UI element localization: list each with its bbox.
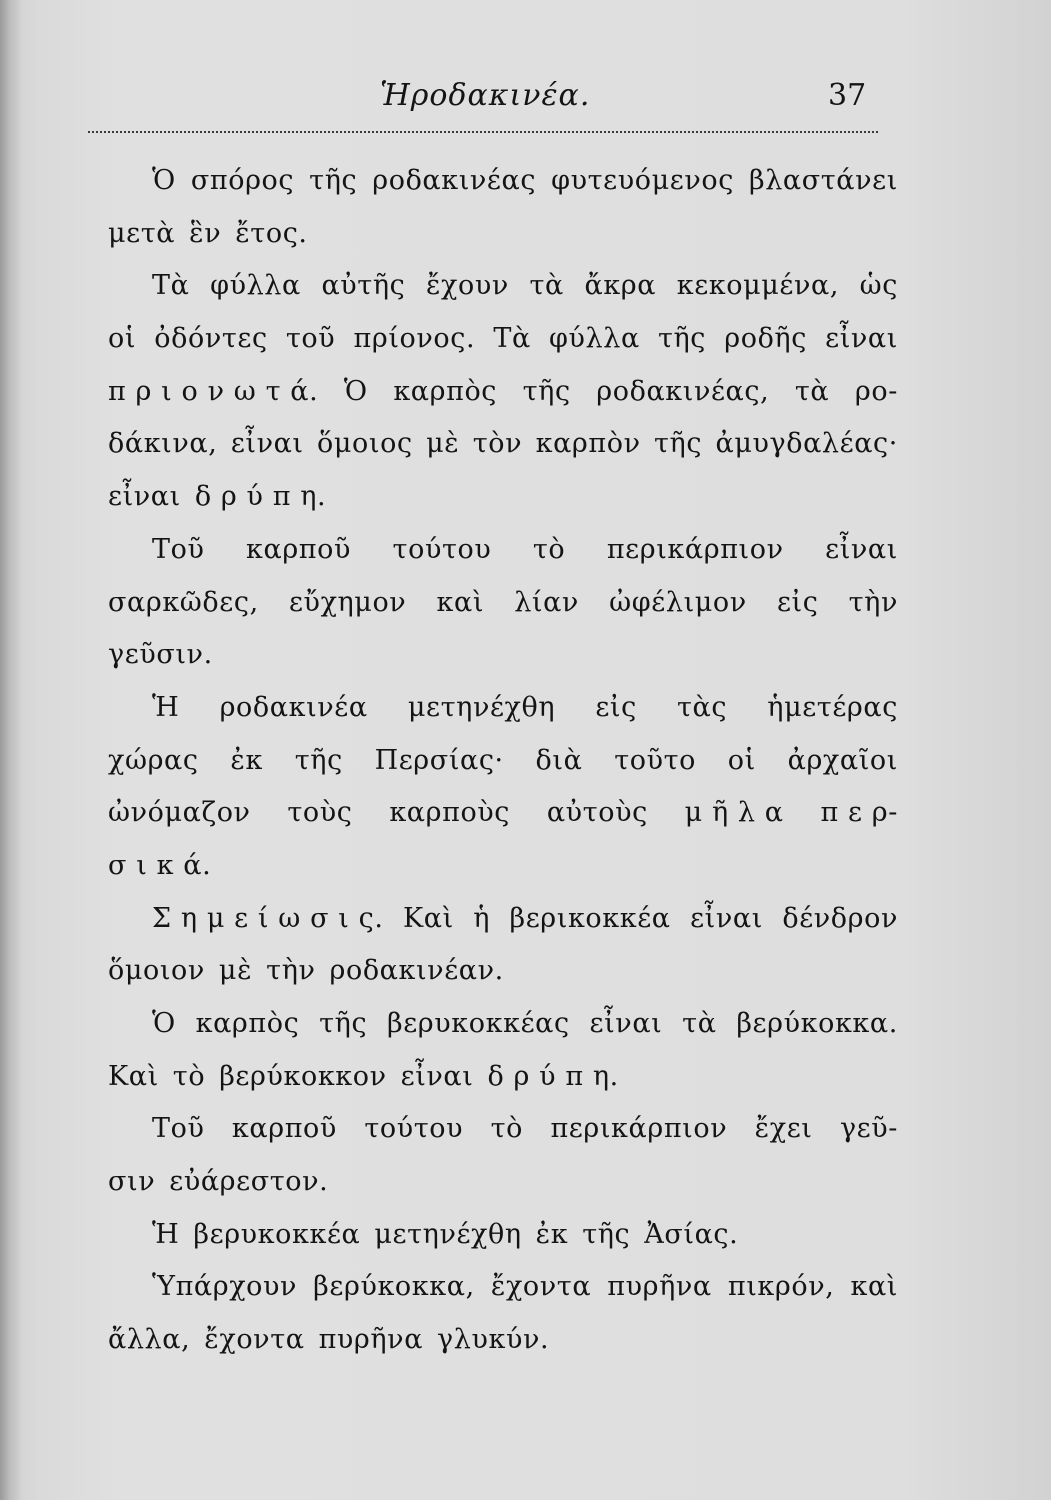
word: ἡ (473, 902, 491, 934)
word: ροδακινέας (372, 165, 537, 196)
word: Σ η μ ε ί ω σ ι ς. (152, 902, 384, 934)
word: Ὁ (343, 375, 368, 407)
word: ροδακινέας, (596, 375, 770, 407)
word: πυρῆνα (607, 1271, 712, 1303)
word: τοὺς (287, 797, 353, 829)
word: τὴν (848, 586, 898, 618)
text-line (108, 945, 898, 998)
word: ὅμοιος (317, 428, 413, 460)
word: εἶναι (690, 902, 763, 934)
word: μὲ (218, 955, 253, 987)
text-line (108, 682, 898, 735)
word: π ρ ι ο ν ω τ ά. (108, 375, 319, 407)
word: τὸ (490, 1113, 524, 1145)
word: τὰ (794, 375, 830, 407)
text-line (108, 1314, 898, 1367)
word: τῆς (657, 323, 707, 355)
word: Τοῦ (152, 1113, 205, 1145)
word: τὰ (682, 1008, 717, 1039)
word: πρίονος. (353, 323, 476, 355)
word: βλαστάνει (748, 165, 898, 196)
word: περικάρπιον (606, 533, 784, 565)
text-line (108, 155, 898, 208)
word: εἶναι (230, 428, 304, 460)
word: μετηνέχθη (374, 1218, 522, 1250)
word: καρπὸς (393, 375, 498, 407)
word: εἶναι (589, 1008, 663, 1039)
word: Τοῦ (152, 533, 205, 565)
word: τούτου (392, 533, 492, 565)
word: κεκομμένα, (676, 270, 840, 302)
word: γεῦ- (839, 1113, 898, 1145)
word: τοῦ (285, 323, 336, 355)
word: ὅμοιον (108, 955, 205, 987)
text-line (108, 840, 898, 893)
word: ἀρχαῖοι (787, 744, 898, 776)
word: σιν (108, 1166, 156, 1198)
word: δ ρ ύ π η. (194, 481, 327, 513)
word: καρπὸς (195, 1008, 300, 1039)
word: βερυκοκκέας (387, 1008, 570, 1039)
word: φύλλα (549, 323, 640, 355)
word: σαρκῶδες, (108, 586, 259, 618)
word: μὲ (426, 428, 460, 460)
word: π ε ρ- (820, 797, 898, 829)
word: καὶ (436, 586, 485, 618)
word: τῆς (654, 428, 703, 460)
text-line (108, 260, 898, 313)
word: οἱ (727, 744, 756, 776)
word: εἰς (776, 586, 819, 618)
word: γλυκύν. (437, 1324, 550, 1356)
word: βερύκοκκα, (313, 1271, 475, 1303)
word: τοῦτο (614, 744, 696, 776)
word: Ὁ (152, 165, 176, 196)
text-line (108, 471, 898, 524)
word: τῆς (294, 744, 343, 776)
word: τῆς (309, 165, 358, 196)
word: Καὶ (108, 1060, 159, 1092)
word: ροδακινέα (219, 691, 368, 723)
text-line (108, 1051, 898, 1104)
text-line (108, 998, 898, 1051)
word: ὡς (859, 270, 898, 302)
word: Ὑπάρχουν (152, 1271, 298, 1303)
running-title: Ἡροδακινέα. (380, 78, 591, 113)
text-line (108, 577, 898, 630)
text-line (108, 1103, 898, 1156)
word: βερύκοκκα. (736, 1008, 898, 1039)
word: καρποὺς (389, 797, 511, 829)
word: ἔχει (754, 1113, 813, 1145)
word: τούτου (364, 1113, 464, 1145)
page-number: 37 (828, 78, 867, 113)
text-line (108, 787, 898, 840)
word: ἄκρα (584, 270, 657, 302)
word: τὸν (472, 428, 523, 460)
word: Τὰ (152, 270, 190, 302)
word: εὐάρεστον. (169, 1166, 329, 1198)
word: βερυκοκκέα (193, 1218, 361, 1250)
word: ἔχοντα (490, 1271, 592, 1303)
word: μετηνέχθη (407, 691, 556, 723)
word: ὠφέλιμον (609, 586, 747, 618)
word: φύλλα (210, 270, 301, 302)
word: γεῦσιν. (108, 639, 213, 671)
word: δάκινα, (108, 428, 218, 460)
word: ὀδόντες (154, 323, 268, 355)
word: καὶ (850, 1271, 898, 1303)
text-line (108, 629, 898, 682)
word: βερικοκκέα (509, 902, 671, 934)
word: Ἀσίας. (644, 1218, 739, 1250)
text-line (108, 1261, 898, 1314)
word: τῆς (582, 1218, 631, 1250)
text-line (108, 524, 898, 577)
word: εἶναι (108, 481, 181, 513)
word: Καὶ (403, 902, 454, 934)
word: τὸ (172, 1060, 206, 1092)
word: ἔχουν (425, 270, 509, 302)
word: μετὰ (108, 217, 176, 249)
text-line (108, 208, 898, 261)
word: εἶναι (400, 1060, 474, 1092)
word: καρποῦ (246, 533, 352, 565)
header-rule (88, 131, 878, 133)
word: βερύκοκκον (219, 1060, 387, 1092)
text-line (108, 893, 898, 946)
word: αὐτοὺς (546, 797, 648, 829)
word: διὰ (535, 744, 583, 776)
word: ροδακινέαν. (329, 955, 504, 987)
word: Ἡ (152, 1218, 180, 1250)
word: πυρῆνα (318, 1324, 424, 1356)
word: αὐτῆς (321, 270, 406, 302)
word: σπόρος (190, 165, 295, 196)
word: Περσίας· (374, 744, 504, 776)
body-text (108, 155, 898, 1367)
word: ἡμετέρας (767, 691, 898, 723)
word: ἀμυγδαλέας· (715, 428, 898, 460)
word: εἶναι (825, 323, 898, 355)
word: ἄλλα, (108, 1324, 191, 1356)
word: σ ι κ ά. (108, 849, 212, 881)
word: χώρας (108, 744, 199, 776)
word: ἔτος. (235, 217, 308, 249)
word: οἱ (108, 323, 137, 355)
word: περικάρπιον (550, 1113, 728, 1145)
word: δ ρ ύ π η. (487, 1060, 619, 1092)
word: καρπὸν (535, 428, 641, 460)
word: φυτευόμενος (551, 165, 734, 196)
text-line (108, 1209, 898, 1262)
text-line (108, 313, 898, 366)
word: Τὰ (493, 323, 531, 355)
word: εἶναι (825, 533, 898, 565)
word: δένδρον (782, 902, 898, 934)
word: εἰς (595, 691, 637, 723)
text-line (108, 735, 898, 788)
word: τὸ (532, 533, 566, 565)
word: τὴν (266, 955, 316, 987)
text-line (108, 418, 898, 471)
word: ἐκ (535, 1218, 569, 1250)
page-binding-shadow (0, 0, 22, 1500)
word: τὰ (529, 270, 564, 302)
word: ρο- (854, 375, 898, 407)
word: τὰς (677, 691, 728, 723)
word: ἓν (189, 217, 222, 249)
word: Ὁ (152, 1008, 176, 1039)
text-line (108, 1156, 898, 1209)
word: Ἡ (152, 691, 180, 723)
word: λίαν (514, 586, 579, 618)
word: μ ῆ λ α (684, 797, 784, 829)
word: τῆς (319, 1008, 368, 1039)
word: ἔχοντα (204, 1324, 305, 1356)
word: καρποῦ (231, 1113, 337, 1145)
word: ὠνόμαζον (108, 797, 251, 829)
word: ἐκ (230, 744, 263, 776)
word: πικρόν, (727, 1271, 835, 1303)
word: ροδῆς (724, 323, 807, 355)
word: τῆς (522, 375, 571, 407)
text-line (108, 366, 898, 419)
word: εὔχημον (288, 586, 407, 618)
